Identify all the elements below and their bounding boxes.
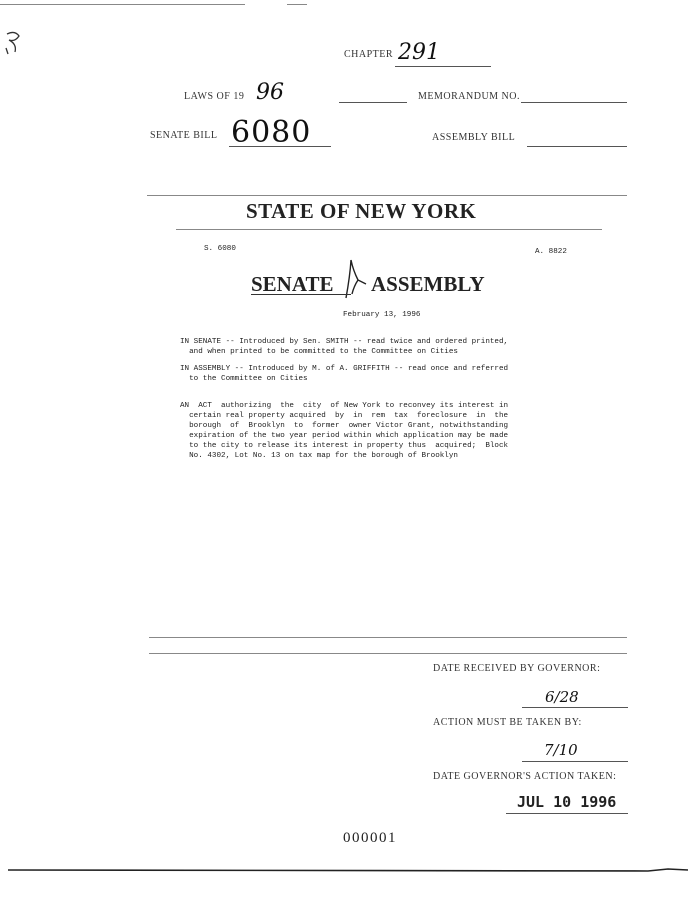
act-line-2: certain real property acquired by in rem tax foreclosure in the (180, 412, 509, 420)
act-line-1: AN ACT authorizing the city of New York to reconvey its interest in (180, 402, 509, 410)
date-received-blank (522, 707, 628, 708)
bill-top-rule (147, 195, 627, 196)
chapter-blank (395, 66, 491, 67)
assembly-number: A. 8822 (535, 248, 567, 256)
act-line-4: expiration of the two year period within which application may be made (180, 432, 509, 440)
chapter-label: CHAPTER (344, 49, 394, 60)
bill-bottom-rule-2 (149, 653, 627, 654)
senate-bill-blank (229, 146, 331, 147)
assembly-intro-line-2: to the Committee on Cities (180, 375, 308, 383)
memorandum-label: MEMORANDUM NO. (418, 91, 521, 102)
laws-value: 96 (256, 80, 284, 105)
governor-action-stamp: JUL 10 1996 (517, 793, 617, 811)
act-line-6: No. 4302, Lot No. 13 on tax map for the borough of Brooklyn (180, 452, 458, 460)
chamber-senate: SENATE (251, 272, 334, 296)
bottom-scan-edge (8, 860, 688, 866)
action-blank (522, 761, 628, 762)
top-margin-line (0, 4, 245, 5)
action-label: ACTION MUST BE TAKEN BY: (433, 717, 582, 728)
laws-blank (339, 102, 407, 103)
date-received-value: 6/28 (545, 688, 579, 706)
page-number: 000001 (343, 830, 397, 846)
senate-intro-line-1: IN SENATE -- Introduced by Sen. SMITH -- read twice and ordered printed, (180, 338, 509, 346)
senate-number: S. 6080 (204, 245, 236, 253)
title-underline (176, 229, 602, 230)
margin-mark (3, 28, 25, 58)
bill-bottom-rule (149, 637, 627, 638)
assembly-bill-label: ASSEMBLY BILL (432, 132, 516, 143)
assembly-intro-line-1: IN ASSEMBLY -- Introduced by M. of A. GRIFFITH -- read once and referred (180, 365, 509, 373)
senate-intro-line-2: and when printed to be committed to the Committee on Cities (180, 348, 458, 356)
governor-action-blank (506, 813, 628, 814)
laws-label: LAWS OF 19 (184, 91, 245, 102)
act-line-3: borough of Brooklyn to former owner Victor Grant, notwithstanding (180, 422, 509, 430)
act-line-5: to the city to release its interest in property thus acquired; Block (180, 442, 509, 450)
bill-date: February 13, 1996 (343, 311, 421, 319)
top-margin-line-short (287, 4, 307, 5)
memorandum-blank (521, 102, 627, 103)
senate-bill-value: 6080 (231, 115, 312, 150)
governor-action-label: DATE GOVERNOR'S ACTION TAKEN: (433, 771, 617, 782)
date-received-label: DATE RECEIVED BY GOVERNOR: (433, 663, 601, 674)
action-value: 7/10 (544, 741, 578, 759)
chapter-value: 291 (398, 40, 440, 65)
chamber-assembly: ASSEMBLY (371, 272, 485, 296)
senate-bill-label: SENATE BILL (150, 130, 218, 141)
state-title: STATE OF NEW YORK (246, 199, 477, 223)
assembly-bill-blank (527, 146, 627, 147)
chamber-underline (251, 294, 351, 295)
